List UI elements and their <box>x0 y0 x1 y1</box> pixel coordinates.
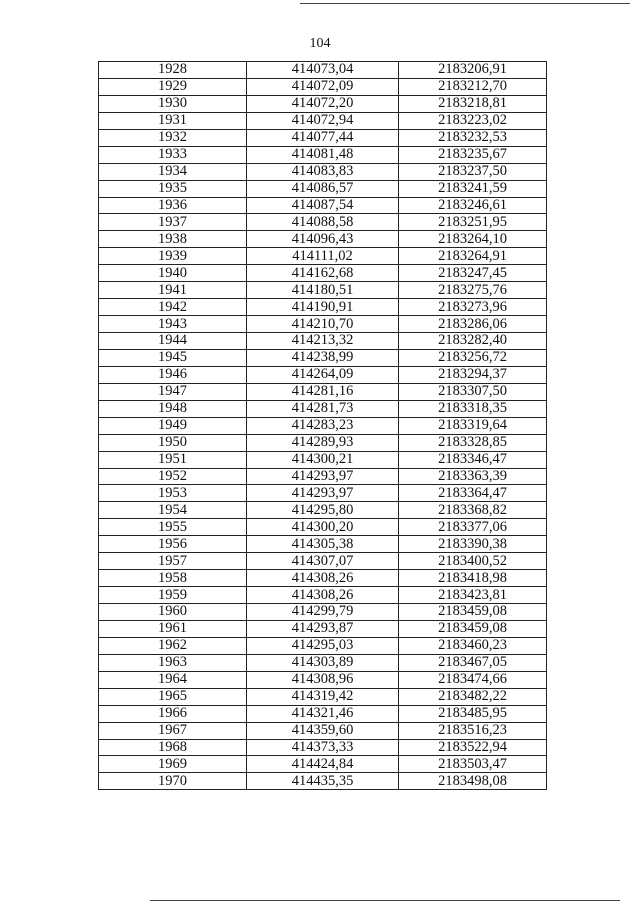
table-row <box>99 197 547 214</box>
point-number-cell: 1944 <box>99 333 247 350</box>
x-coordinate-cell: 414283,23 <box>247 417 399 434</box>
x-coordinate-cell: 414087,54 <box>247 197 399 214</box>
y-coordinate-cell: 2183264,91 <box>399 248 547 265</box>
x-coordinate-cell: 414373,33 <box>247 739 399 756</box>
point-number-cell: 1931 <box>99 112 247 129</box>
y-coordinate-cell: 2183498,08 <box>399 773 547 790</box>
y-coordinate-cell: 2183400,52 <box>399 553 547 570</box>
point-number-cell: 1945 <box>99 349 247 366</box>
x-coordinate-cell: 414308,26 <box>247 587 399 604</box>
x-coordinate-cell: 414111,02 <box>247 248 399 265</box>
point-number-cell: 1928 <box>99 62 247 79</box>
page-number: 104 <box>309 36 331 51</box>
point-number-cell: 1963 <box>99 654 247 671</box>
x-coordinate-cell: 414299,79 <box>247 604 399 621</box>
table-row <box>99 299 547 316</box>
x-coordinate-cell: 414319,42 <box>247 688 399 705</box>
table-row <box>99 654 547 671</box>
table-row <box>99 146 547 163</box>
y-coordinate-cell: 2183264,10 <box>399 231 547 248</box>
y-coordinate-cell: 2183377,06 <box>399 519 547 536</box>
x-coordinate-cell: 414308,96 <box>247 671 399 688</box>
y-coordinate-cell: 2183516,23 <box>399 722 547 739</box>
y-coordinate-cell: 2183467,05 <box>399 654 547 671</box>
x-coordinate-cell: 414238,99 <box>247 349 399 366</box>
table-row <box>99 705 547 722</box>
x-coordinate-cell: 414281,73 <box>247 400 399 417</box>
x-coordinate-cell: 414305,38 <box>247 536 399 553</box>
table-row <box>99 316 547 333</box>
x-coordinate-cell: 414293,87 <box>247 620 399 637</box>
point-number-cell: 1967 <box>99 722 247 739</box>
x-coordinate-cell: 414300,21 <box>247 451 399 468</box>
y-coordinate-cell: 2183218,81 <box>399 95 547 112</box>
point-number-cell: 1956 <box>99 536 247 553</box>
table-row <box>99 519 547 536</box>
y-coordinate-cell: 2183282,40 <box>399 333 547 350</box>
table-row <box>99 773 547 790</box>
y-coordinate-cell: 2183482,22 <box>399 688 547 705</box>
point-number-cell: 1968 <box>99 739 247 756</box>
y-coordinate-cell: 2183251,95 <box>399 214 547 231</box>
table-row <box>99 587 547 604</box>
y-coordinate-cell: 2183235,67 <box>399 146 547 163</box>
y-coordinate-cell: 2183460,23 <box>399 637 547 654</box>
y-coordinate-cell: 2183364,47 <box>399 485 547 502</box>
point-number-cell: 1932 <box>99 129 247 146</box>
point-number-cell: 1937 <box>99 214 247 231</box>
point-number-cell: 1952 <box>99 468 247 485</box>
point-number-cell: 1957 <box>99 553 247 570</box>
point-number-cell: 1943 <box>99 316 247 333</box>
x-coordinate-cell: 414303,89 <box>247 654 399 671</box>
x-coordinate-cell: 414435,35 <box>247 773 399 790</box>
table-row <box>99 536 547 553</box>
point-number-cell: 1938 <box>99 231 247 248</box>
point-number-cell: 1950 <box>99 434 247 451</box>
table-row <box>99 333 547 350</box>
y-coordinate-cell: 2183247,45 <box>399 265 547 282</box>
table-row <box>99 265 547 282</box>
table-row <box>99 214 547 231</box>
y-coordinate-cell: 2183503,47 <box>399 756 547 773</box>
point-number-cell: 1935 <box>99 180 247 197</box>
point-number-cell: 1947 <box>99 383 247 400</box>
table-row <box>99 502 547 519</box>
table-row <box>99 434 547 451</box>
point-number-cell: 1964 <box>99 671 247 688</box>
table-row <box>99 722 547 739</box>
table-row <box>99 451 547 468</box>
table-row <box>99 620 547 637</box>
x-coordinate-cell: 414213,32 <box>247 333 399 350</box>
point-number-cell: 1966 <box>99 705 247 722</box>
point-number-cell: 1930 <box>99 95 247 112</box>
point-number-cell: 1960 <box>99 604 247 621</box>
point-number-cell: 1954 <box>99 502 247 519</box>
top-rule-line <box>300 3 630 4</box>
x-coordinate-cell: 414264,09 <box>247 366 399 383</box>
y-coordinate-cell: 2183318,35 <box>399 400 547 417</box>
point-number-cell: 1949 <box>99 417 247 434</box>
point-number-cell: 1940 <box>99 265 247 282</box>
point-number-cell: 1936 <box>99 197 247 214</box>
point-number-cell: 1941 <box>99 282 247 299</box>
y-coordinate-cell: 2183459,08 <box>399 620 547 637</box>
x-coordinate-cell: 414295,03 <box>247 637 399 654</box>
table-row <box>99 163 547 180</box>
x-coordinate-cell: 414072,09 <box>247 78 399 95</box>
x-coordinate-cell: 414424,84 <box>247 756 399 773</box>
x-coordinate-cell: 414293,97 <box>247 468 399 485</box>
x-coordinate-cell: 414321,46 <box>247 705 399 722</box>
x-coordinate-cell: 414190,91 <box>247 299 399 316</box>
y-coordinate-cell: 2183319,64 <box>399 417 547 434</box>
x-coordinate-cell: 414295,80 <box>247 502 399 519</box>
x-coordinate-cell: 414072,20 <box>247 95 399 112</box>
point-number-cell: 1958 <box>99 570 247 587</box>
x-coordinate-cell: 414289,93 <box>247 434 399 451</box>
table-row <box>99 78 547 95</box>
table-row <box>99 570 547 587</box>
y-coordinate-cell: 2183223,02 <box>399 112 547 129</box>
x-coordinate-cell: 414300,20 <box>247 519 399 536</box>
y-coordinate-cell: 2183418,98 <box>399 570 547 587</box>
point-number-cell: 1933 <box>99 146 247 163</box>
table-row <box>99 383 547 400</box>
table-row <box>99 400 547 417</box>
table-row <box>99 604 547 621</box>
x-coordinate-cell: 414307,07 <box>247 553 399 570</box>
point-number-cell: 1951 <box>99 451 247 468</box>
table-row <box>99 739 547 756</box>
point-number-cell: 1962 <box>99 637 247 654</box>
table-row <box>99 756 547 773</box>
point-number-cell: 1953 <box>99 485 247 502</box>
x-coordinate-cell: 414083,83 <box>247 163 399 180</box>
table-row <box>99 553 547 570</box>
y-coordinate-cell: 2183237,50 <box>399 163 547 180</box>
y-coordinate-cell: 2183256,72 <box>399 349 547 366</box>
point-number-cell: 1969 <box>99 756 247 773</box>
table-row <box>99 485 547 502</box>
x-coordinate-cell: 414162,68 <box>247 265 399 282</box>
point-number-cell: 1961 <box>99 620 247 637</box>
y-coordinate-cell: 2183286,06 <box>399 316 547 333</box>
table-row <box>99 112 547 129</box>
point-number-cell: 1939 <box>99 248 247 265</box>
x-coordinate-cell: 414210,70 <box>247 316 399 333</box>
table-row <box>99 248 547 265</box>
x-coordinate-cell: 414077,44 <box>247 129 399 146</box>
x-coordinate-cell: 414073,04 <box>247 62 399 79</box>
y-coordinate-cell: 2183232,53 <box>399 129 547 146</box>
y-coordinate-cell: 2183390,38 <box>399 536 547 553</box>
coordinates-table-body <box>99 62 547 790</box>
table-row <box>99 688 547 705</box>
point-number-cell: 1948 <box>99 400 247 417</box>
y-coordinate-cell: 2183275,76 <box>399 282 547 299</box>
y-coordinate-cell: 2183423,81 <box>399 587 547 604</box>
x-coordinate-cell: 414086,57 <box>247 180 399 197</box>
x-coordinate-cell: 414281,16 <box>247 383 399 400</box>
table-row <box>99 637 547 654</box>
y-coordinate-cell: 2183212,70 <box>399 78 547 95</box>
table-row <box>99 180 547 197</box>
x-coordinate-cell: 414359,60 <box>247 722 399 739</box>
coordinates-table <box>98 61 547 790</box>
y-coordinate-cell: 2183474,66 <box>399 671 547 688</box>
x-coordinate-cell: 414308,26 <box>247 570 399 587</box>
table-row <box>99 62 547 79</box>
table-row <box>99 671 547 688</box>
y-coordinate-cell: 2183241,59 <box>399 180 547 197</box>
point-number-cell: 1942 <box>99 299 247 316</box>
table-row <box>99 282 547 299</box>
table-row <box>99 95 547 112</box>
x-coordinate-cell: 414096,43 <box>247 231 399 248</box>
y-coordinate-cell: 2183273,96 <box>399 299 547 316</box>
table-row <box>99 231 547 248</box>
y-coordinate-cell: 2183328,85 <box>399 434 547 451</box>
y-coordinate-cell: 2183485,95 <box>399 705 547 722</box>
y-coordinate-cell: 2183522,94 <box>399 739 547 756</box>
point-number-cell: 1970 <box>99 773 247 790</box>
y-coordinate-cell: 2183294,37 <box>399 366 547 383</box>
point-number-cell: 1959 <box>99 587 247 604</box>
y-coordinate-cell: 2183206,91 <box>399 62 547 79</box>
x-coordinate-cell: 414081,48 <box>247 146 399 163</box>
y-coordinate-cell: 2183346,47 <box>399 451 547 468</box>
y-coordinate-cell: 2183368,82 <box>399 502 547 519</box>
table-row <box>99 417 547 434</box>
x-coordinate-cell: 414088,58 <box>247 214 399 231</box>
point-number-cell: 1965 <box>99 688 247 705</box>
y-coordinate-cell: 2183307,50 <box>399 383 547 400</box>
y-coordinate-cell: 2183246,61 <box>399 197 547 214</box>
table-row <box>99 468 547 485</box>
x-coordinate-cell: 414072,94 <box>247 112 399 129</box>
y-coordinate-cell: 2183363,39 <box>399 468 547 485</box>
point-number-cell: 1929 <box>99 78 247 95</box>
x-coordinate-cell: 414180,51 <box>247 282 399 299</box>
table-row <box>99 129 547 146</box>
point-number-cell: 1955 <box>99 519 247 536</box>
bottom-rule-line <box>150 900 620 901</box>
point-number-cell: 1934 <box>99 163 247 180</box>
point-number-cell: 1946 <box>99 366 247 383</box>
table-row <box>99 349 547 366</box>
y-coordinate-cell: 2183459,08 <box>399 604 547 621</box>
x-coordinate-cell: 414293,97 <box>247 485 399 502</box>
table-row <box>99 366 547 383</box>
